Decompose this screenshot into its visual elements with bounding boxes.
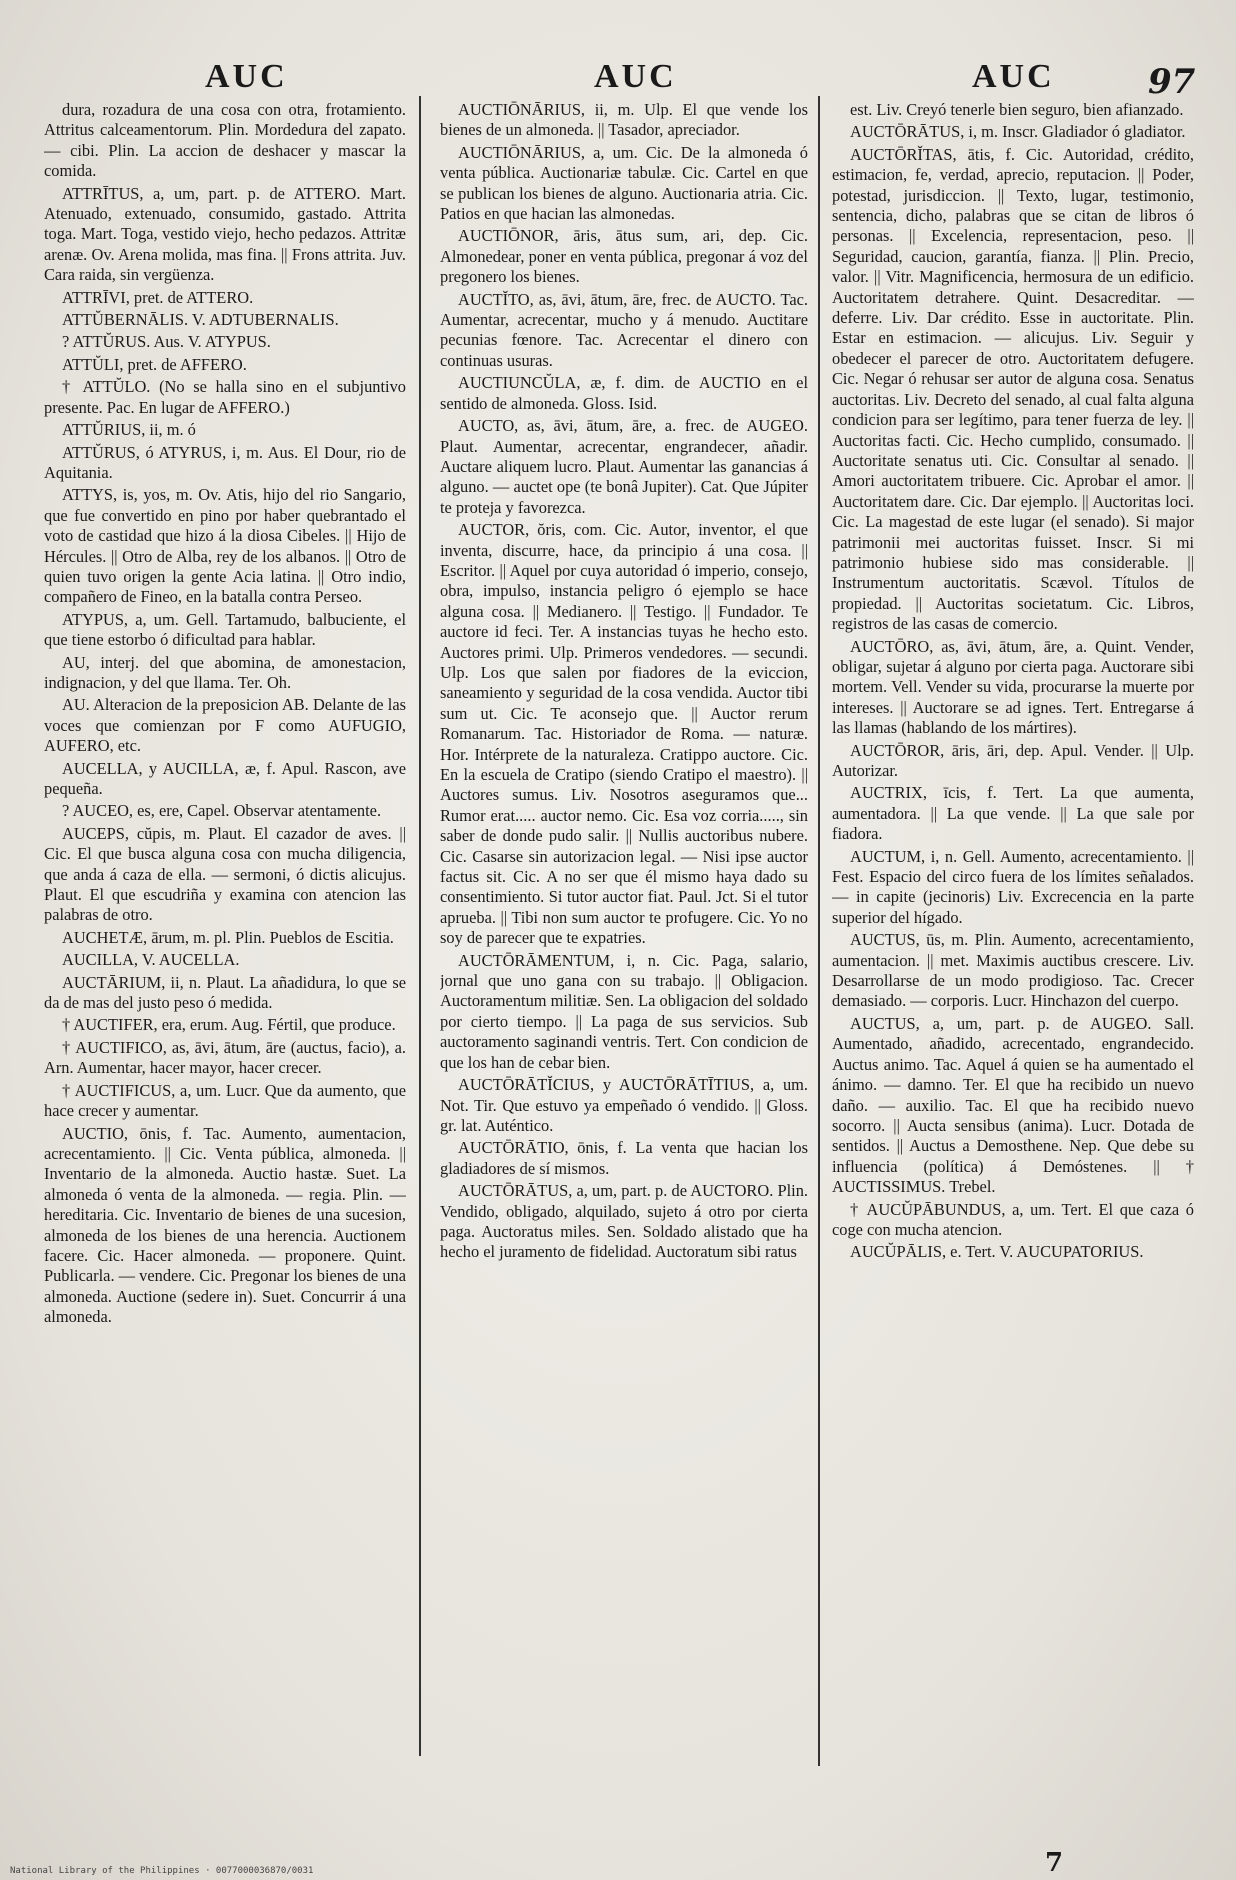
dictionary-entry: † AUCTIFER, era, erum. Aug. Fértil, que produce. [62, 1015, 396, 1035]
dictionary-entry: ATTRĪTUS, a, um, part. p. de ATTERO. Mart. Atenuado, extenuado, consumido, gastado. Attrita toga. Mart. Toga, vestido viejo, hecho pedazos. Attritæ arenæ. Ov. Arena molida, mas fina. || Frons attrita. Juv. Cara raida, sin vergüenza. [44, 183, 406, 285]
dictionary-entry: AUCTRIX, īcis, f. Tert. La que aumenta, aumentadora. || La que vende. || La que sale por fiadora. [832, 783, 1194, 844]
page-number: 97 [1148, 62, 1196, 102]
running-head-left: AUC [205, 58, 288, 95]
dictionary-entry: ATTRĪVI, pret. de ATTERO. [62, 287, 254, 307]
dictionary-entry: AUCTOR, ŏris, com. Cic. Autor, inventor, el que inventa, discurre, hace, da principio á una cosa. || Escritor. || Aquel por cuya autoridad ó imperio, consejo, obra, impulso, instancia peligro ó ejemplo se hace alguna cosa. || Medianero. || Testigo. || Fundador. Te auctore id feci. Ter. A instancias tuyas he hecho esto. Auctores primi. Ulp. Primeros vendedores. — secundi. Ulp. Los que salen por fiadores de la eviccion, saneamiento y seguridad de la cosa vendida. Auctor tibi sum ut. Cic. Te aconsejo que. || Auctor rerum Romanarum. Tac. Historiador de Roma. — naturæ. Hor. Intérprete de la naturaleza. Cratippo auctore. Cic. En la escuela de Cratipo (siendo Cratipo el maestro). || Auctores sumus. Liv. Nosotros aseguramos que... Rumor erat..... auctor nemo. Cic. Esa voz corria....., sin saber de donde pudo salir. || Nullis auctoribus nubere. Cic. Casarse sin autorizacion legal. — Nisi ipse auctor factus sit. Cic. A no ser que él mismo haya dado su consentimiento. Si tutor auctor fiat. Paul. Jct. Si el tutor aprueba. || Tibi non sum auctor te profugere. Cic. Yo no soy de parecer que te expatries. [440, 520, 808, 948]
dictionary-entry: ? ATTŬRUS. Aus. V. ATYPUS. [62, 332, 271, 352]
dictionary-entry: est. Liv. Creyó tenerle bien seguro, bien afianzado. [850, 100, 1184, 119]
signature-mark: 7 [1045, 1848, 1064, 1878]
dictionary-entry: ATTYS, is, yos, m. Ov. Atis, hijo del rio Sangario, que fue convertido en pino por haber quebrantado el voto de castidad que hizo á la diosa Cibeles. || Hijo de Hércules. || Otro de Alba, rey de los albanos. || Otro de quien tuvo origen la gente Acia latina. || Otro indio, compañero de Fineo, en la batalla contra Perseo. [44, 485, 406, 607]
dictionary-entry: dura, rozadura de una cosa con otra, frotamiento. Attritus calceamentorum. Plin. Mordedura del zapato. — cibi. Plin. La accion de deshacer y mascar la comida. [44, 100, 406, 181]
dictionary-entry: AUCTŌRO, as, āvi, ātum, āre, a. Quint. Vender, obligar, sujetar á alguno por cierta paga. Auctorare sibi mortem. Vell. Vender su vida, procurarse la muerte por intereses. || Auctorare se ad ignes. Tert. Entregarse á las llamas (hablando de los mártires). [832, 636, 1194, 738]
dictionary-entry: AUCTUS, ūs, m. Plin. Aumento, acrecentamiento, aumentacion. || met. Maximis auctibus crescere. Liv. Desarrollarse de un modo prodigioso. Tac. Crecer demasiado. — corporis. Lucr. Hinchazon del cuerpo. [832, 930, 1194, 1011]
dictionary-entry: AUCTĀRIUM, ii, n. Plaut. La añadidura, lo que se da de mas del justo peso ó medida. [44, 972, 406, 1013]
column-rule-right [818, 96, 820, 1766]
dictionary-entry: AUCTŌRĀTUS, i, m. Inscr. Gladiador ó gladiator. [850, 122, 1186, 142]
dictionary-entry: AUCTŌRĀMENTUM, i, n. Cic. Paga, salario, jornal que uno gana con su trabajo. || Obligacion. Auctoramentum militiæ. Sen. La obligacion del soldado por cierto tiempo. || La paga de sus servicios. Sub auctoramento saginandi ventris. Tert. Con condicion de que los han de cebar bien. [440, 950, 808, 1072]
dictionary-entry: AUCTŌROR, āris, āri, dep. Apul. Vender. || Ulp. Autorizar. [832, 740, 1194, 780]
dictionary-entry: † AUCTIFICUS, a, um. Lucr. Que da aumento, que hace crecer y aumentar. [44, 1080, 406, 1121]
dictionary-entry: AUCEPS, cŭpis, m. Plaut. El cazador de aves. || Cic. El que busca alguna cosa con mucha diligencia, que anda á caza de ella. — sermoni, ó dictis alicujus. Plaut. El que escudriña y examina con atencion las palabras de otro. [44, 823, 406, 925]
dictionary-entry: AUCTĬTO, as, āvi, ātum, āre, frec. de AUCTO. Tac. Aumentar, acrecentar, mucho y á menudo. Auctitare pecunias fœnore. Tac. Acrecentar el dinero con continuas usuras. [440, 289, 808, 370]
dictionary-entry: AU, interj. del que abomina, de amonestacion, indignacion, y del que llama. Ter. Oh. [44, 652, 406, 692]
scan-footer: National Library of the Philippines · 0077000036870/0031 [10, 1866, 314, 1876]
column-left [44, 100, 406, 1810]
dictionary-entry: ATTŬRUS, ó ATYRUS, i, m. Aus. El Dour, rio de Aquitania. [44, 442, 406, 482]
dictionary-entry: AUCILLA, V. AUCELLA. [62, 950, 240, 970]
dictionary-entry: † AUCTIFICO, as, āvi, ātum, āre (auctus, facio), a. Arn. Aumentar, hacer mayor, hacer crecer. [44, 1037, 406, 1078]
dictionary-entry: † AUCŬPĀBUNDUS, a, um. Tert. El que caza ó coge con mucha atencion. [832, 1199, 1194, 1239]
column-rule-left [419, 96, 421, 1756]
dictionary-entry: ? AUCEO, es, ere, Capel. Observar atentamente. [62, 801, 382, 821]
dictionary-entry: AUCŬPĀLIS, e. Tert. V. AUCUPATORIUS. [850, 1242, 1144, 1262]
dictionary-entry: AUCTŌRĬTAS, ātis, f. Cic. Autoridad, crédito, estimacion, fe, verdad, aprecio, reputacion. || Poder, potestad, jurisdiccion. || Texto, lugar, testimonio, sentencia, dicho, palabras que se citan de libros ó personas. || Excelencia, representacion, peso. || Seguridad, caucion, garantía, fianza. || Plin. Precio, valor. || Vitr. Magnificencia, hermosura de un edificio. Auctoritatem detrahere. Quint. Desacreditar. — deferre. Liv. Dar crédito. Esse in auctoritate. Plin. Estar en estimacion. — alicujus. Liv. Seguir y obedecer el parecer de otro. Auctoritatem defugere. Cic. Negar ó rehusar ser autor de alguna cosa. Senatus auctoritas. Liv. Decreto del senado, al cual falta alguna condicion para ser legítimo, para tener fuerza de ley. || Auctoritas facti. Cic. Hecho cumplido, consumado. || Auctoritate senatus uti. Cic. Consultar al senado. || Amori auctoritatem tribuere. Cic. Aprobar el amor. || Auctoritatem dare. Cic. Dar ejemplo. || Auctoritas loci. Cic. La magestad de este lugar (el senado). Si major patrimonii mei auctoritas fuisset. Inscr. Si mi patrimonio hubiese sido mas considerable. || Instrumentum auctoritatis. Scævol. Títulos de propiedad. || Auctoritas societatum. Cic. Libros, registros de las casas de comercio. [832, 144, 1194, 634]
dictionary-entry: AUCTŌRĀTĬCIUS, y AUCTŌRĀTĪTIUS, a, um. Not. Tir. Que estuvo ya empeñado ó vendido. || Gloss. gr. lat. Auténtico. [440, 1075, 808, 1135]
dictionary-entry: ATYPUS, a, um. Gell. Tartamudo, balbuciente, el que tiene estorbo ó dificultad para hablar. [44, 609, 406, 650]
dictionary-entry: AUCTŌRĀTIO, ōnis, f. La venta que hacian los gladiadores de sí mismos. [440, 1138, 808, 1178]
column-right [832, 100, 1194, 1810]
dictionary-entry: ATTŬBERNĀLIS. V. ADTUBERNALIS. [62, 310, 339, 330]
running-head-right: AUC [972, 58, 1055, 95]
running-head-center: AUC [594, 58, 677, 95]
dictionary-entry: AU. Alteracion de la preposicion AB. Delante de las voces que comienzan por F como AUFUGIO, AUFERO, etc. [44, 695, 406, 756]
dictionary-entry: AUCTO, as, āvi, ātum, āre, a. frec. de AUGEO. Plaut. Aumentar, acrecentar, engrandecer, añadir. Auctare aliquem lucro. Plaut. Aumentar las ganancias á alguno. — auctet ope (te bonâ Jupiter). Cat. Que Júpiter te proteja y favorezca. [440, 416, 808, 517]
dictionary-entry: AUCTUS, a, um, part. p. de AUGEO. Sall. Aumentado, añadido, acrecentado, engrandecido. Auctus animo. Tac. Aquel á quien se ha aumentado el ánimo. — damno. Ter. El que ha recibido un nuevo daño. — auxilio. Tac. El que ha recibido nuevo socorro. || Aucta sensibus (anima). Lucr. Dotada de sentidos. || Auctus a Demosthene. Nep. Que debe su influencia (política) á Demóstenes. || † AUCTISSIMUS. Trebel. [832, 1013, 1194, 1197]
dictionary-entry: AUCTŌRĀTUS, a, um, part. p. de AUCTORO. Plin. Vendido, obligado, alquilado, sujeto á otro por cierta paga. Auctoratus miles. Sen. Soldado alistado que ha hecho el juramento de fidelidad. Auctoratum sibi ratus [440, 1181, 808, 1262]
dictionary-entry: AUCTIUNCŬLA, æ, f. dim. de AUCTIO en el sentido de almoneda. Gloss. Isid. [440, 373, 808, 413]
dictionary-entry: AUCTIŌNOR, āris, ātus sum, ari, dep. Cic. Almonedear, poner en venta pública, pregonar á voz del pregonero los bienes. [440, 226, 808, 287]
dictionary-entry: † ATTŬLO. (No se halla sino en el subjuntivo presente. Pac. En lugar de AFFERO.) [44, 377, 406, 417]
dictionary-entry: ATTŬRIUS, ii, m. ó [62, 420, 196, 440]
dictionary-entry: AUCELLA, y AUCILLA, æ, f. Apul. Rascon, ave pequeña. [44, 758, 406, 798]
dictionary-entry: AUCTUM, i, n. Gell. Aumento, acrecentamiento. || Fest. Espacio del circo fuera de los límites señalados. — in capite (jecinoris) Liv. Excrecencia en la parte superior del hígado. [832, 846, 1194, 927]
dictionary-entry: ATTŬLI, pret. de AFFERO. [62, 354, 247, 374]
dictionary-entry: AUCTIŌNĀRIUS, a, um. Cic. De la almoneda ó venta pública. Auctionariæ tabulæ. Cic. Cartel en que se publican los bienes de alguno. Auctionaria atria. Cic. Patios en que hacian las almonedas. [440, 142, 808, 224]
dictionary-entry: AUCTIO, ōnis, f. Tac. Aumento, aumentacion, acrecentamiento. || Cic. Venta pública, almoneda. || Inventario de la almoneda. Auctio hastæ. Suet. La almoneda ó venta de la almoneda. — regia. Plin. — hereditaria. Cic. Inventario de bienes de una sucesion, almoneda de los bienes de una herencia. Auctionem facere. Cic. Hacer almoneda. — proponere. Quint. Publicarla. — vendere. Cic. Pregonar los bienes de una almoneda. Auctione (sedere in). Suet. Concurrir á una almoneda. [44, 1123, 406, 1327]
column-center [440, 100, 808, 1810]
dictionary-entry: AUCHETÆ, ārum, m. pl. Plin. Pueblos de Escitia. [62, 927, 394, 947]
dictionary-entry: AUCTIŌNĀRIUS, ii, m. Ulp. El que vende los bienes de un almoneda. || Tasador, apreciador. [440, 100, 808, 140]
